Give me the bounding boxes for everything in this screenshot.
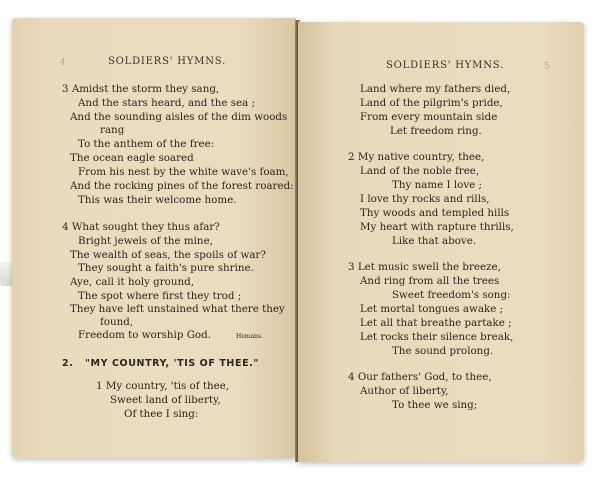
verse-line: To the anthem of the free:	[78, 138, 215, 150]
verse-line: Aye, call it holy ground,	[70, 276, 194, 288]
verse-line: Land of the pilgrim's pride,	[360, 97, 503, 109]
left-page-number: 4	[60, 58, 66, 68]
verse-line: And the rocking pines of the forest roared:	[70, 180, 294, 192]
verse-line: And the stars heard, and the sea ;	[78, 97, 256, 109]
open-hymnal	[10, 18, 586, 466]
verse-line: From every mountain side	[360, 111, 498, 123]
right-page	[298, 22, 584, 462]
verse-line: found,	[100, 316, 134, 328]
verse-line: I love thy rocks and rills,	[360, 193, 490, 205]
verse-line: 4 Our fathers' God, to thee,	[348, 371, 492, 383]
left-page	[12, 18, 296, 458]
verse-line: The ocean eagle soared	[70, 152, 194, 164]
hymn-title: "MY COUNTRY, 'TIS OF THEE."	[85, 358, 259, 369]
verse-line: Thy name I love ;	[392, 179, 482, 191]
verse-line: Land of the noble free,	[360, 165, 480, 177]
verse-line: From his nest by the white wave's foam,	[78, 166, 289, 178]
hymn-number: 2.	[62, 358, 74, 369]
verse-line: Let rocks their silence break,	[360, 331, 514, 343]
verse-line: Let freedom ring.	[390, 125, 482, 137]
verse-line: The sound prolong.	[392, 345, 494, 357]
verse-line: 3 Amidst the storm they sang,	[62, 83, 220, 95]
left-page-header: SOLDIERS' HYMNS.	[108, 56, 227, 67]
verse-line: And ring from all the trees	[360, 275, 500, 287]
verse-line: To thee we sing;	[392, 399, 478, 411]
verse-line: rang	[100, 124, 125, 136]
verse-line: My heart with rapture thrills,	[360, 221, 514, 233]
verse-line: Of thee I sing:	[124, 408, 199, 420]
verse-line: And the sounding aisles of the dim woods	[70, 111, 288, 123]
verse-line: Author of liberty,	[360, 385, 449, 397]
right-page-number: 5	[544, 62, 550, 72]
verse-line: 3 Let music swell the breeze,	[348, 261, 501, 273]
verse-line: Sweet freedom's song:	[392, 289, 511, 301]
verse-line: This was their welcome home.	[78, 194, 237, 206]
verse-line: Land where my fathers died,	[360, 83, 511, 95]
verse-line: They sought a faith's pure shrine.	[78, 262, 254, 274]
verse-line: 1 My country, 'tis of thee,	[96, 380, 230, 392]
verse-line: 4 What sought they thus afar?	[62, 221, 220, 233]
verse-line: The wealth of seas, the spoils of war?	[70, 249, 266, 261]
verse-line: Thy woods and templed hills	[360, 207, 510, 219]
verse-line: 2 My native country, thee,	[348, 151, 485, 163]
verse-line: Let mortal tongues awake ;	[360, 303, 504, 315]
verse-line: Let all that breathe partake ;	[360, 317, 512, 329]
right-page-header: SOLDIERS' HYMNS.	[386, 60, 505, 71]
verse-line: Freedom to worship God.	[78, 329, 211, 341]
verse-line: They have left unstained what there they	[70, 303, 285, 315]
verse-line: Like that above.	[392, 235, 477, 247]
author-attribution: Hemans.	[236, 333, 263, 340]
verse-line: The spot where first they trod ;	[78, 290, 242, 302]
verse-line: Bright jewels of the mine,	[78, 235, 213, 247]
verse-line: Sweet land of liberty,	[110, 394, 221, 406]
